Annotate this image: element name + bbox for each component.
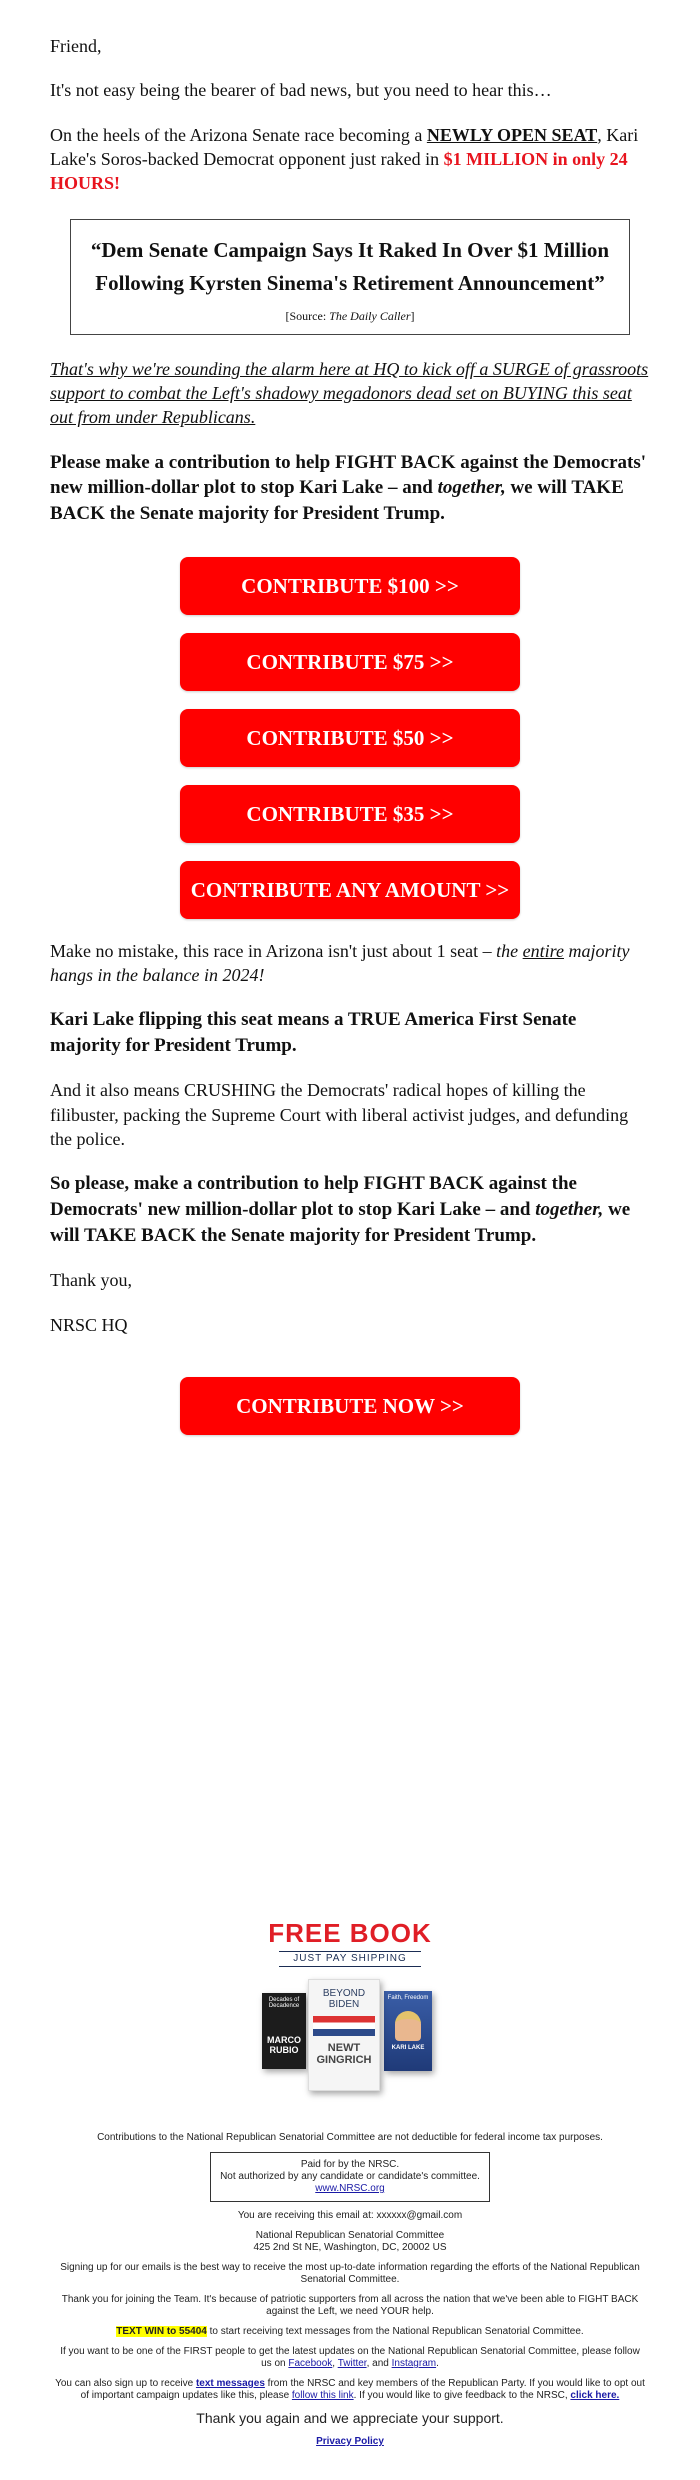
not-authorized: Not authorized by any candidate or candidate's committee. [220,2171,480,2182]
follow-lead: If you want to be one of the FIRST people to get the latest updates on the National Republican Senatorial Committee, please follow us on [60,2346,640,2369]
signature: NRSC HQ [50,1314,128,1335]
news-lead: On the heels of the Arizona Senate race becoming a [50,124,427,145]
mistake-em2: majority hangs in the balance in 2024! [50,940,630,985]
quote-headline: “Dem Senate Campaign Says It Raked In Over $1 Million Following Kyrsten Sinema's Retirement Announcement” [90,238,610,296]
appreciate-line: Thank you again and we appreciate your support. [196,2410,504,2426]
source-prefix: [Source: [285,308,330,323]
free-book-promo[interactable] [250,1918,450,2110]
book1-title: Decades of Decadence [268,1997,300,2009]
author-portrait-icon [395,2011,421,2041]
appeal2-part1: So please, make a contribution to help FIGHT BACK against the Democrats' new million-dollar plot to stop Kari Lake – and [50,1173,577,1220]
appeal2-emph: together, [535,1198,604,1220]
book-lake [384,1991,432,2071]
org-address: 425 2nd St NE, Washington, DC, 20002 US [253,2242,447,2253]
appeal-paragraph-1 [50,450,650,527]
text-messages-link[interactable]: text messages [195,2378,265,2389]
receiving-email: You are receiving this email at: xxxxxx@gmail.com [237,2210,463,2221]
source-suffix: ] [410,308,415,323]
follow-period: . [436,2358,439,2369]
instagram-link[interactable]: Instagram [391,2358,437,2369]
signup-info: Signing up for our emails is the best way to receive the most up-to-date information regarding the efforts of the National Republican Senatorial Committee. [60,2262,640,2285]
news-mid: , Kari Lake's Soros-backed Democrat opponent just raked in [50,124,639,169]
book-stack-image[interactable] [250,1975,450,2107]
contribute-any-button[interactable]: CONTRIBUTE ANY AMOUNT >> [180,861,520,919]
opt-out-link[interactable]: follow this link [291,2390,354,2401]
feedback-link[interactable]: click here. [570,2390,620,2401]
promo-subtitle: JUST PAY SHIPPING [279,1951,421,1967]
privacy-policy-link[interactable]: Privacy Policy [316,2436,384,2447]
alarm-paragraph[interactable] [50,357,650,430]
quote-box [70,219,630,334]
sms-lead: You can also sign up to receive [55,2378,196,2389]
book-rubio [262,1993,306,2069]
million-emphasis: $1 MILLION in only 24 HOURS! [50,148,628,194]
sms-mid2: . If you would like to give feedback to the NRSC, [353,2390,571,2401]
book3-title: Faith, Freedom [387,1995,429,2001]
appeal1-part2: we will TAKE BACK the Senate majority for President Trump. [50,477,624,524]
final-cta-wrap [50,1377,650,1435]
book2-author: NEWT GINGRICH [316,2042,372,2066]
appeal1-emph: together, [437,477,506,499]
tax-disclaimer: Contributions to the National Republican Senatorial Committee are not deductible for federal income tax purposes. [97,2132,603,2143]
book1-author: MARCO RUBIO [267,2035,301,2055]
follow-and: , and [366,2358,392,2369]
contribute-now-button[interactable]: CONTRIBUTE NOW >> [180,1377,520,1435]
sms-mid: from the NRSC and key members of the Republican Party. If you would like to opt out of important campaign updates like this, please [80,2378,645,2401]
appeal2-part2: we will TAKE BACK the Senate majority for President Trump. [50,1198,631,1246]
twitter-link[interactable]: Twitter [337,2358,367,2369]
sms-optout-line [55,2378,645,2402]
paid-by: Paid for by the NRSC. [300,2159,400,2170]
book3-author: KARI LAKE [391,2045,425,2051]
greeting: Friend, [50,36,102,56]
follow-comma: , [332,2358,338,2369]
open-seat-emphasis: NEWLY OPEN SEAT [426,124,598,145]
book-gingrich [308,1979,380,2091]
email-content [50,0,650,1435]
intro-paragraph: It's not easy being the bearer of bad news, but you need to hear this… [50,80,552,101]
email-footer [55,2132,645,2448]
contribute-100-button[interactable]: CONTRIBUTE $100 >> [180,557,520,615]
facebook-link[interactable]: Facebook [288,2358,333,2369]
news-paragraph [50,123,650,196]
follow-us-line [55,2346,645,2370]
contribute-50-button[interactable]: CONTRIBUTE $50 >> [180,709,520,767]
text-win-highlight: TEXT WIN to 55404 [116,2326,207,2337]
mistake-part1: Make no mistake, this race in Arizona isn't just about 1 seat – [50,940,497,961]
quote-source [87,308,613,324]
nrsc-site-link[interactable]: www.NRSC.org [315,2183,385,2194]
text-win-rest: to start receiving text messages from the National Republican Senatorial Committee. [206,2326,584,2337]
contribute-35-button[interactable]: CONTRIBUTE $35 >> [180,785,520,843]
appeal1-part1: Please make a contribution to help FIGHT BACK against the Democrats' new million-dollar plot to stop Kari Lake – and [50,451,647,499]
mistake-paragraph [50,939,650,988]
appeal-paragraph-2 [50,1171,650,1248]
mistake-entire: entire [522,940,564,961]
mistake-em1: the [496,940,523,961]
book2-title: BEYOND BIDEN [322,1988,366,2010]
flag-stripe-icon [313,2016,375,2036]
thanks-team: Thank you for joining the Team. It's because of patriotic supporters from all across the nation that we've been able to FIGHT BACK against the Left, we need YOUR help. [61,2294,639,2317]
alarm-link[interactable]: That's why we're sounding the alarm here at HQ to kick off a SURGE of grassroots support to combat the Left's shadowy megadonors dead set on BUYING this seat out from under Republicans. [50,358,649,428]
promo-title: FREE BOOK [268,1918,432,1948]
org-name: National Republican Senatorial Committee [255,2230,445,2241]
crush-paragraph: And it also means CRUSHING the Democrats' radical hopes of killing the filibuster, packing the Supreme Court with liberal activist judges, and defunding the police. [50,1080,629,1150]
text-win-line [55,2326,645,2338]
source-name: The Daily Caller [329,308,411,323]
thanks-line: Thank you, [50,1270,132,1291]
contribute-75-button[interactable]: CONTRIBUTE $75 >> [180,633,520,691]
paid-for-box [210,2152,490,2202]
contribute-buttons [50,557,650,919]
flip-paragraph: Kari Lake flipping this seat means a TRUE America First Senate majority for President Trump. [50,1009,577,1056]
